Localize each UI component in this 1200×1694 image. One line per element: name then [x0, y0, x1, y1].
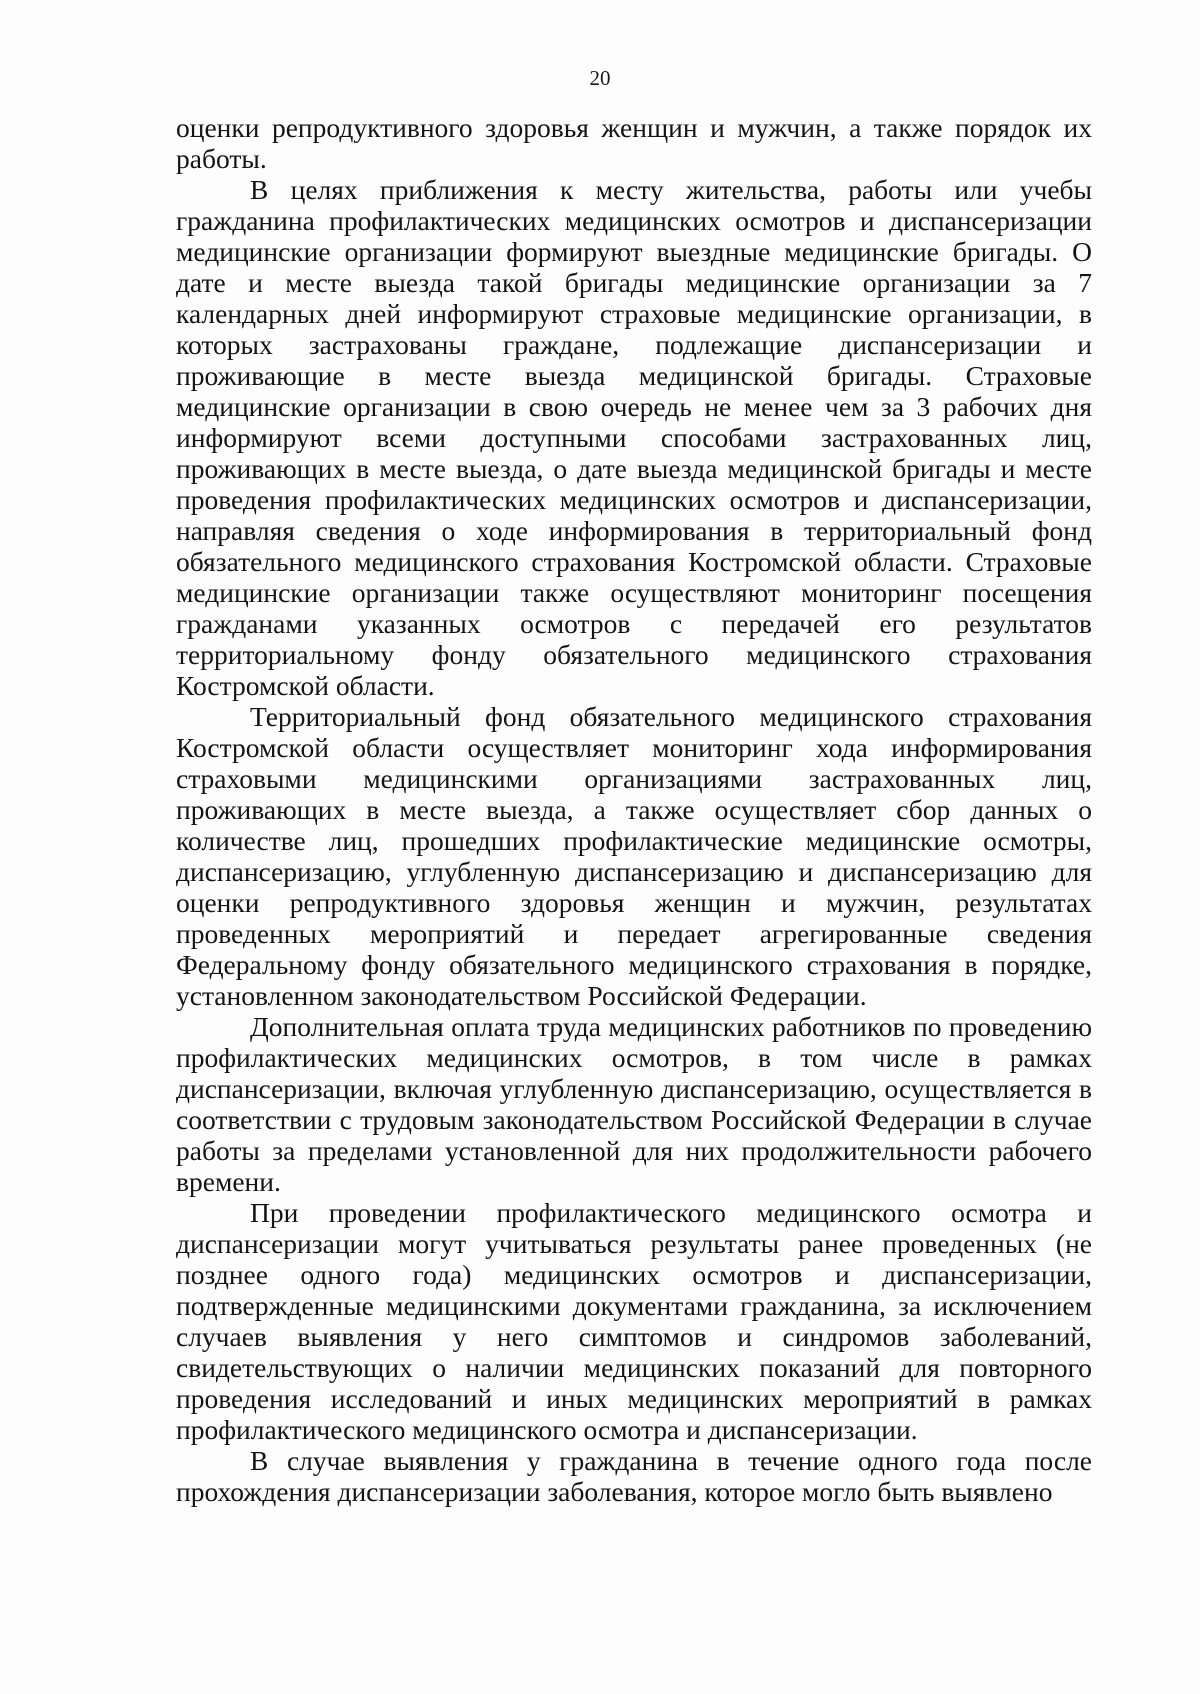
paragraph-continuation: оценки репродуктивного здоровья женщин и мужчин, а также порядок их работы. [176, 112, 1092, 174]
page-number: 20 [589, 66, 611, 90]
document-body [176, 112, 1092, 1507]
paragraph-previous-results: При проведении профилактического медицинского осмотра и диспансеризации могут учитываться результаты ранее проведенных (не позднее одного года) медицинских осмотров и диспансеризации, подтвержденные медицинскими документами гражданина, за исключением случаев выявления у него симптомов и синдромов заболеваний, свидетельствующих о наличии медицинских показаний для повторного проведения исследований и иных медицинских мероприятий в рамках профилактического медицинского осмотра и диспансеризации. [176, 1197, 1092, 1445]
paragraph-disease-detection: В случае выявления у гражданина в течение одного года после прохождения диспансеризации заболевания, которое могло быть выявлено [176, 1445, 1092, 1507]
paragraph-mobile-brigades: В целях приближения к месту жительства, работы или учебы гражданина профилактических медицинских осмотров и диспансеризации медицинские организации формируют выездные медицинские бригады. О дате и месте выезда такой бригады медицинские организации за 7 календарных дней информируют страховые медицинские организации, в которых застрахованы граждане, подлежащие диспансеризации и проживающие в месте выезда медицинской бригады. Страховые медицинские организации в свою очередь не менее чем за 3 рабочих дня информируют всеми доступными способами застрахованных лиц, проживающих в месте выезда, о дате выезда медицинской бригады и месте проведения профилактических медицинских осмотров и диспансеризации, направляя сведения о ходе информирования в территориальный фонд обязательного медицинского страхования Костромской области. Страховые медицинские организации также осуществляют мониторинг посещения гражданами указанных осмотров с передачей его результатов территориальному фонду обязательного медицинского страхования Костромской области. [176, 174, 1092, 701]
paragraph-additional-pay: Дополнительная оплата труда медицинских работников по проведению профилактических медицинских осмотров, в том числе в рамках диспансеризации, включая углубленную диспансеризацию, осуществляется в соответствии с трудовым законодательством Российской Федерации в случае работы за пределами установленной для них продолжительности рабочего времени. [176, 1011, 1092, 1197]
paragraph-territorial-fund-monitoring: Территориальный фонд обязательного медицинского страхования Костромской области осуществляет мониторинг хода информирования страховыми медицинскими организациями застрахованных лиц, проживающих в месте выезда, а также осуществляет сбор данных о количестве лиц, прошедших профилактические медицинские осмотры, диспансеризацию, углубленную диспансеризацию и диспансеризацию для оценки репродуктивного здоровья женщин и мужчин, результатах проведенных мероприятий и передает агрегированные сведения Федеральному фонду обязательного медицинского страхования в порядке, установленном законодательством Российской Федерации. [176, 701, 1092, 1011]
